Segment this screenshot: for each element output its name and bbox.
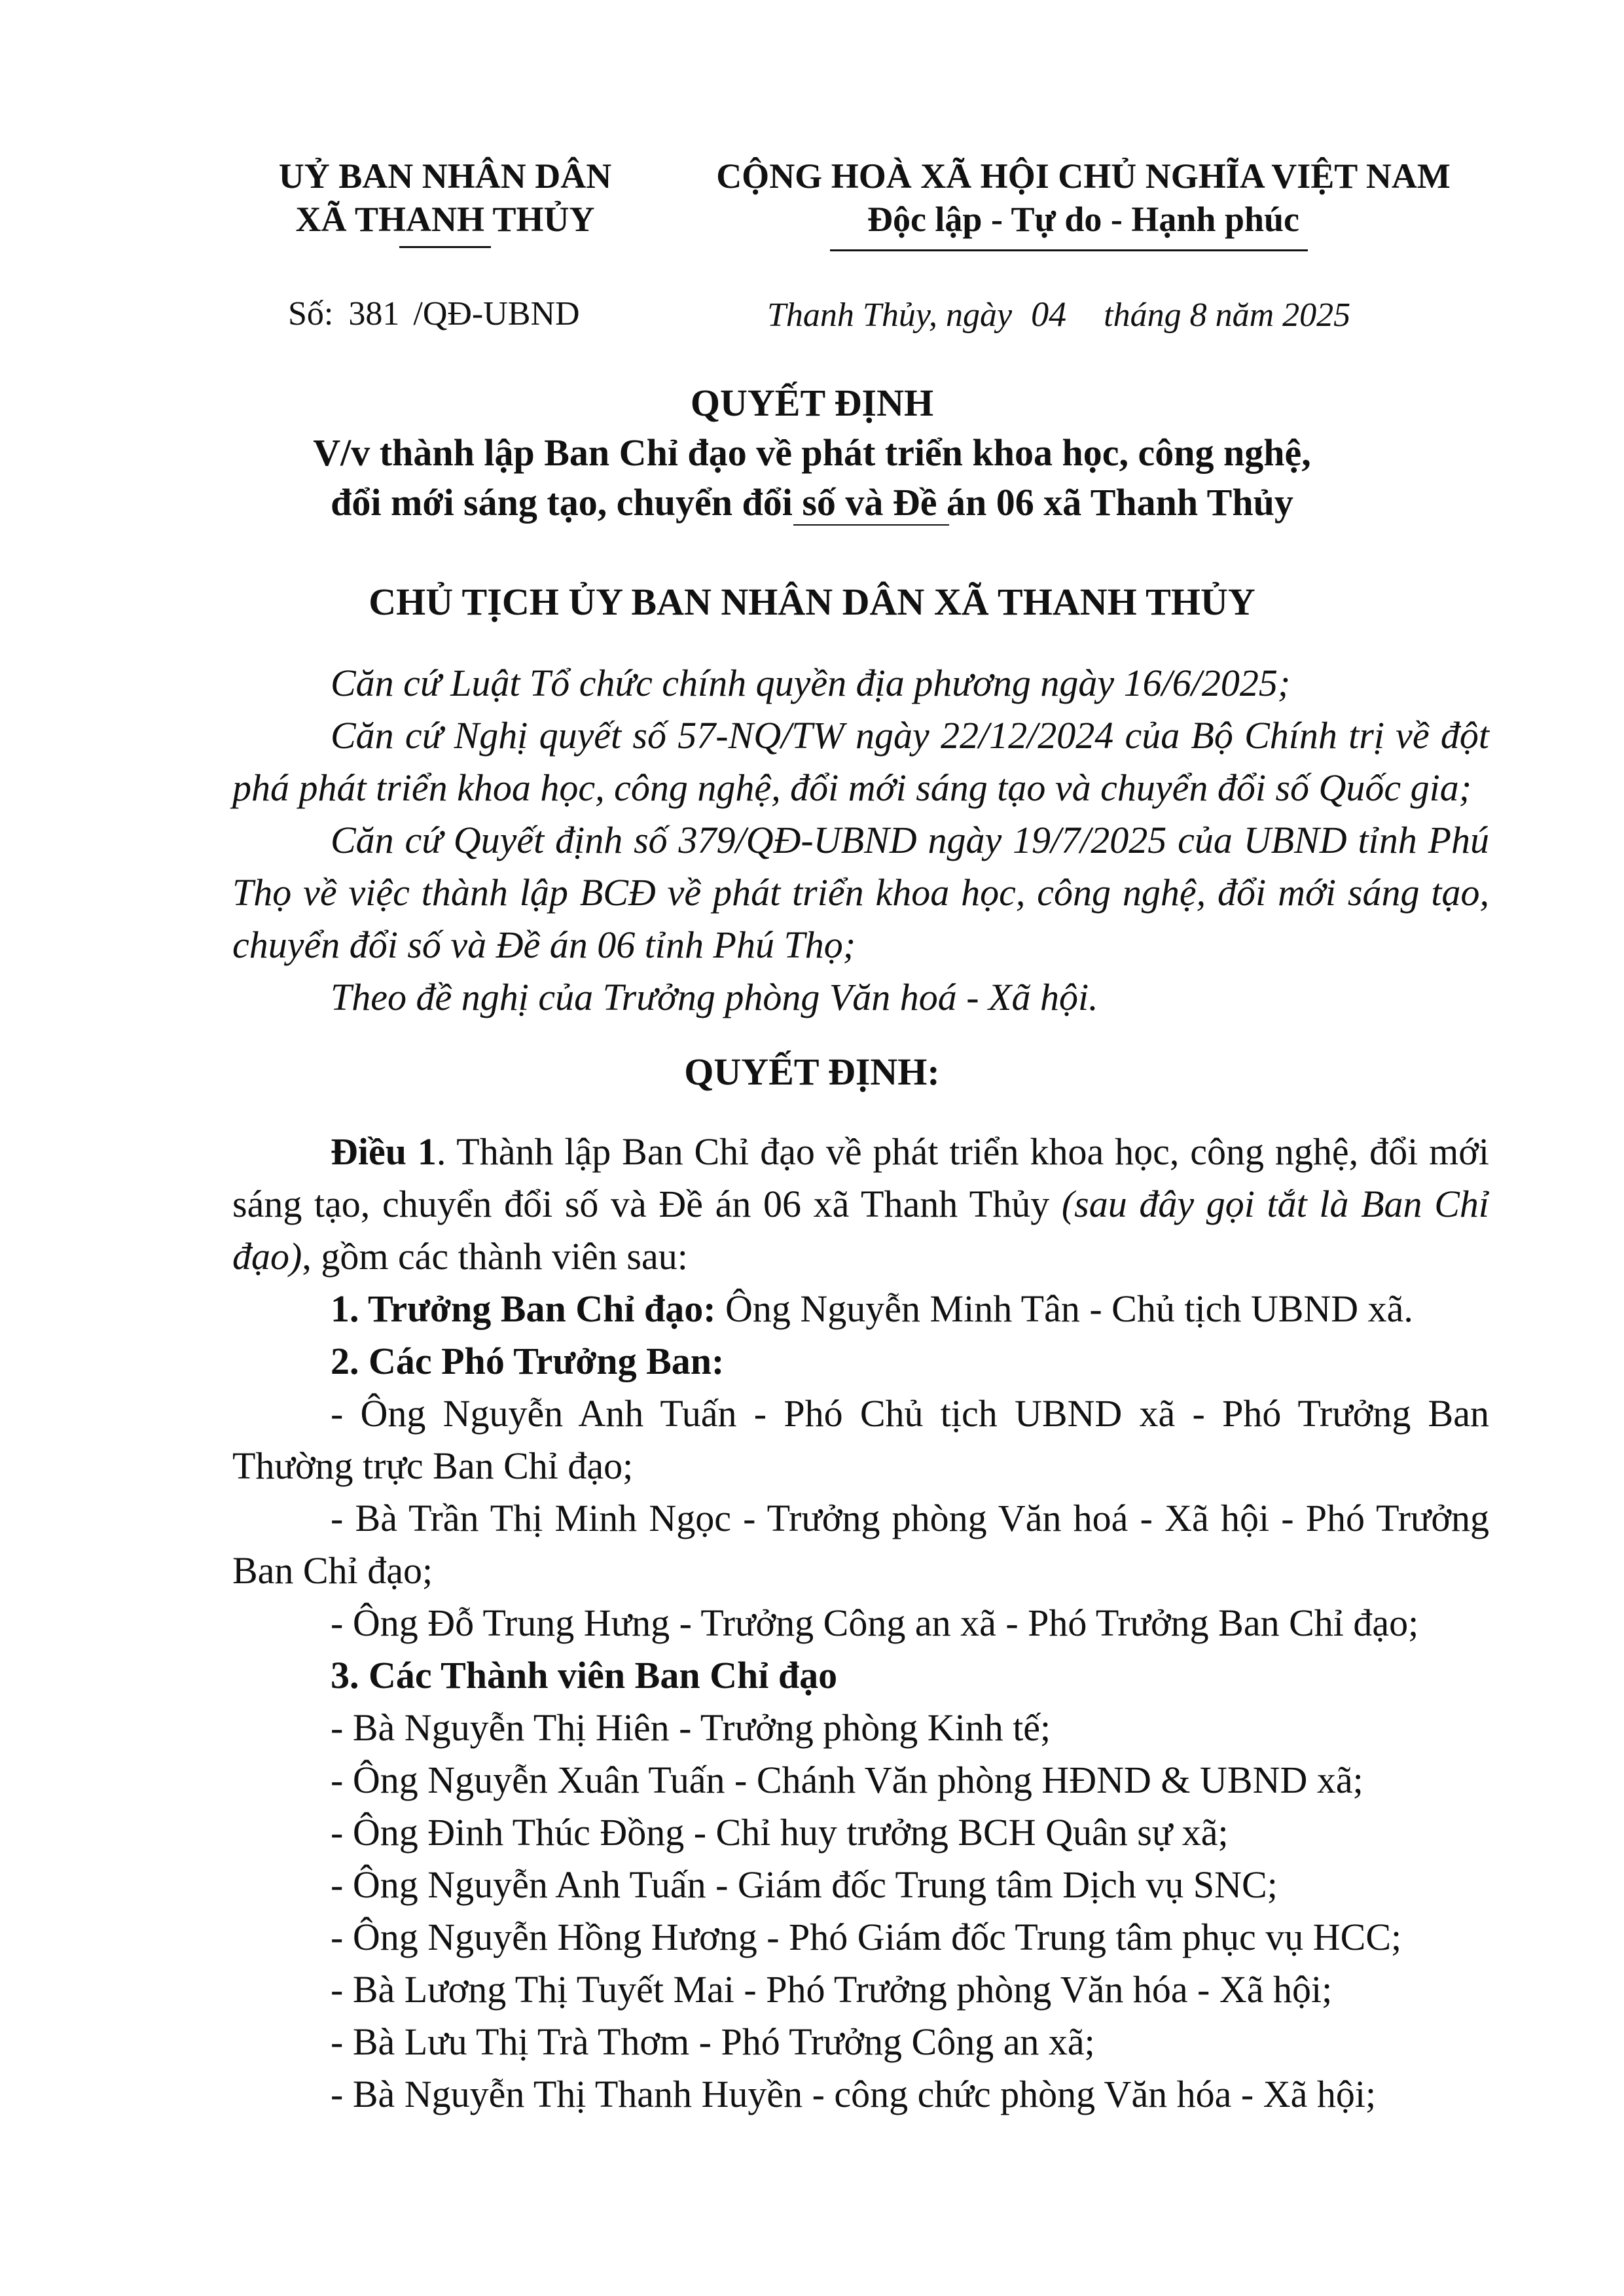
- agency-name-line1: UỶ BAN NHÂN DÂN: [278, 156, 612, 196]
- deputy-2-line1: - Bà Trần Thị Minh Ngọc - Trưởng phòng Văn hoá - Xã hội - Phó Trưởng: [331, 1497, 1489, 1539]
- agency-underline: [399, 246, 491, 248]
- date-prefix: Thanh Thủy, ngày: [767, 296, 1013, 334]
- country-name: CỘNG HOÀ XÃ HỘI CHỦ NGHĨA VIỆT NAM: [716, 156, 1451, 196]
- basis-2-line2: phá phát triển khoa học, công nghệ, đổi mới sáng tạo và chuyển đổi số Quốc gia;: [232, 766, 1472, 809]
- basis-2-line1: Căn cứ Nghị quyết số 57-NQ/TW ngày 22/12/2024 của Bộ Chính trị về đột: [331, 714, 1489, 757]
- basis-3-line2: Thọ về việc thành lập BCĐ về phát triển khoa học, công nghệ, đổi mới sáng tạo,: [232, 871, 1489, 914]
- committee-head: [331, 1284, 1413, 1334]
- article-1-text3: , gồm các thành viên sau:: [302, 1235, 688, 1278]
- article-1-label: Điều 1: [331, 1130, 437, 1173]
- basis-1: Căn cứ Luật Tổ chức chính quyền địa phương ngày 16/6/2025;: [331, 662, 1291, 704]
- article-1-text2: sáng tạo, chuyển đổi số và Đề án 06 xã Thanh Thủy: [232, 1183, 1050, 1225]
- member-item: - Ông Đinh Thúc Đồng - Chỉ huy trưởng BCH Quân sự xã;: [331, 1811, 1229, 1854]
- member-item: - Ông Nguyễn Xuân Tuấn - Chánh Văn phòng HĐND & UBND xã;: [331, 1759, 1363, 1801]
- subject-underline: [793, 524, 949, 526]
- issuing-authority: CHỦ TỊCH ỦY BAN NHÂN DÂN XÃ THANH THỦY: [369, 581, 1255, 623]
- basis-3-line1: Căn cứ Quyết định số 379/QĐ-UBND ngày 19/7/2025 của UBND tỉnh Phú: [331, 819, 1489, 861]
- members-label: 3. Các Thành viên Ban Chỉ đạo: [331, 1654, 838, 1696]
- deputy-1-line2: Thường trực Ban Chỉ đạo;: [232, 1444, 634, 1487]
- motto-underline: [830, 249, 1308, 251]
- basis-4: Theo đề nghị của Trưởng phòng Văn hoá - Xã hội.: [331, 976, 1098, 1018]
- article-1-italic3: đạo): [232, 1235, 302, 1278]
- member-item: - Bà Nguyễn Thị Thanh Huyền - công chức phòng Văn hóa - Xã hội;: [331, 2073, 1377, 2115]
- member-item: - Ông Nguyễn Hồng Hương - Phó Giám đốc Trung tâm phục vụ HCC;: [331, 1916, 1402, 1958]
- basis-3-line3: chuyển đổi số và Đề án 06 tỉnh Phú Thọ;: [232, 924, 856, 966]
- doc-number-prefix: Số:: [288, 295, 334, 332]
- deputies-label: 2. Các Phó Trưởng Ban:: [331, 1340, 725, 1382]
- article-1-line2: [232, 1179, 1489, 1229]
- member-item: - Ông Nguyễn Anh Tuấn - Giám đốc Trung tâm Dịch vụ SNC;: [331, 1863, 1278, 1906]
- member-item: - Bà Lưu Thị Trà Thơm - Phó Trưởng Công an xã;: [331, 2020, 1095, 2063]
- member-item: - Bà Lương Thị Tuyết Mai - Phó Trưởng phòng Văn hóa - Xã hội;: [331, 1968, 1333, 2011]
- deputy-2-line2: Ban Chỉ đạo;: [232, 1549, 433, 1592]
- deputy-1-line1: - Ông Nguyễn Anh Tuấn - Phó Chủ tịch UBND xã - Phó Trưởng Ban: [331, 1392, 1489, 1435]
- document-title: QUYẾT ĐỊNH: [690, 382, 934, 424]
- article-1-italic2: (sau đây gọi tắt là Ban Chỉ: [1061, 1183, 1489, 1225]
- deputy-3: - Ông Đỗ Trung Hưng - Trưởng Công an xã - Phó Trưởng Ban Chỉ đạo;: [331, 1602, 1419, 1644]
- place-date: [767, 293, 1350, 337]
- article-1-line3: [232, 1232, 688, 1282]
- date-rest: tháng 8 năm 2025: [1104, 296, 1351, 334]
- document-number: [288, 293, 580, 336]
- committee-head-name: Ông Nguyễn Minh Tân - Chủ tịch UBND xã.: [725, 1287, 1413, 1330]
- subject-line1: V/v thành lập Ban Chỉ đạo về phát triển khoa học, công nghệ,: [313, 431, 1311, 474]
- agency-name-line2: XÃ THANH THỦY: [295, 200, 595, 239]
- date-day: 04: [1031, 295, 1067, 334]
- member-item: - Bà Nguyễn Thị Hiên - Trưởng phòng Kinh tế;: [331, 1706, 1051, 1749]
- subject-line2: đổi mới sáng tạo, chuyển đổi số và Đề án 06 xã Thanh Thủy: [331, 481, 1293, 524]
- doc-number-value: 381: [348, 295, 400, 332]
- article-1-line1: [331, 1127, 1489, 1177]
- article-1-text1: . Thành lập Ban Chỉ đạo về phát triển khoa học, công nghệ, đổi mới: [436, 1130, 1490, 1173]
- committee-head-label: 1. Trưởng Ban Chỉ đạo:: [331, 1287, 716, 1330]
- motto: Độc lập - Tự do - Hạnh phúc: [867, 200, 1300, 239]
- decision-heading: QUYẾT ĐỊNH:: [684, 1050, 940, 1093]
- doc-number-suffix: /QĐ-UBND: [413, 295, 580, 332]
